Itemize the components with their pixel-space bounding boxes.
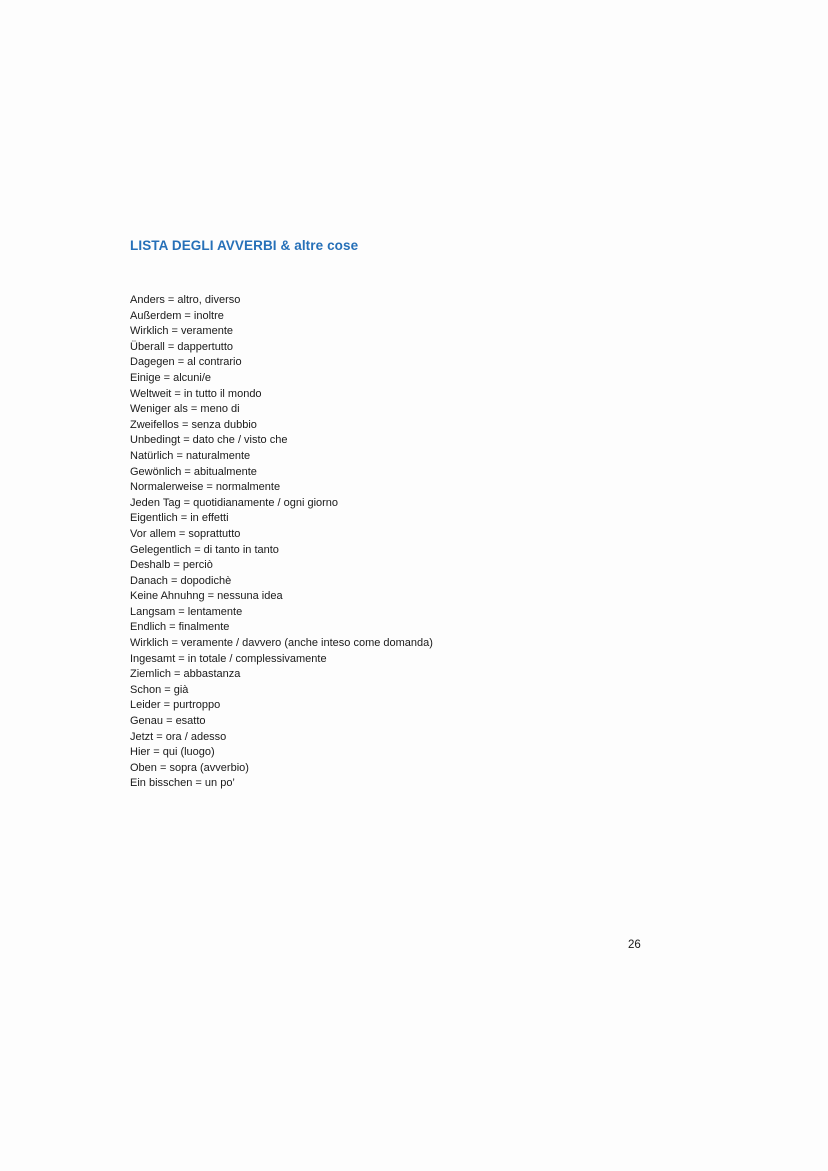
list-item: Weltweit = in tutto il mondo: [130, 387, 262, 400]
list-item: Wirklich = veramente: [130, 325, 234, 338]
list-item: Natürlich = naturalmente: [130, 449, 251, 462]
list-item: Einige = alcuni/e: [130, 371, 212, 384]
list-item: Genau = esatto: [130, 715, 206, 728]
list-item: Hier = qui (luogo): [130, 746, 215, 759]
list-item: Ingesamt = in totale / complessivamente: [130, 652, 327, 665]
list-item: Unbedingt = dato che / visto che: [130, 434, 288, 447]
list-item: Langsam = lentamente: [130, 605, 243, 618]
adverb-list: [130, 293, 433, 792]
list-item: Überall = dappertutto: [130, 340, 234, 353]
list-item: Dagegen = al contrario: [130, 356, 242, 369]
list-item: Jetzt = ora / adesso: [130, 730, 227, 743]
list-item: Normalerweise = normalmente: [130, 481, 281, 494]
list-item: Zweifellos = senza dubbio: [130, 418, 257, 431]
list-item: Ziemlich = abbastanza: [130, 668, 241, 681]
list-item: Anders = altro, diverso: [130, 294, 241, 306]
list-item: Deshalb = perciò: [130, 559, 213, 572]
list-item: Außerdem = inoltre: [130, 309, 224, 322]
list-item: Leider = purtroppo: [130, 699, 221, 712]
list-item: Danach = dopodichè: [130, 574, 232, 587]
list-item: Schon = già: [130, 683, 189, 696]
list-item: Ein bisschen = un po’: [130, 777, 235, 790]
list-item: Oben = sopra (avverbio): [130, 761, 249, 774]
page-title: LISTA DEGLI AVVERBI & altre cose: [130, 238, 359, 253]
list-item: Endlich = finalmente: [130, 621, 230, 634]
list-item: Keine Ahnuhng = nessuna idea: [130, 590, 283, 603]
list-item: Gelegentlich = di tanto in tanto: [130, 543, 279, 556]
list-item: Gewönlich = abitualmente: [130, 465, 257, 478]
list-item: Weniger als = meno di: [130, 403, 240, 416]
list-item: Vor allem = soprattutto: [130, 527, 241, 540]
page-number: 26: [628, 939, 641, 951]
list-item: Eigentlich = in effetti: [130, 512, 229, 525]
list-item: Jeden Tag = quotidianamente / ogni giorno: [130, 496, 339, 509]
list-item: Wirklich = veramente / davvero (anche inteso come domanda): [130, 637, 433, 650]
